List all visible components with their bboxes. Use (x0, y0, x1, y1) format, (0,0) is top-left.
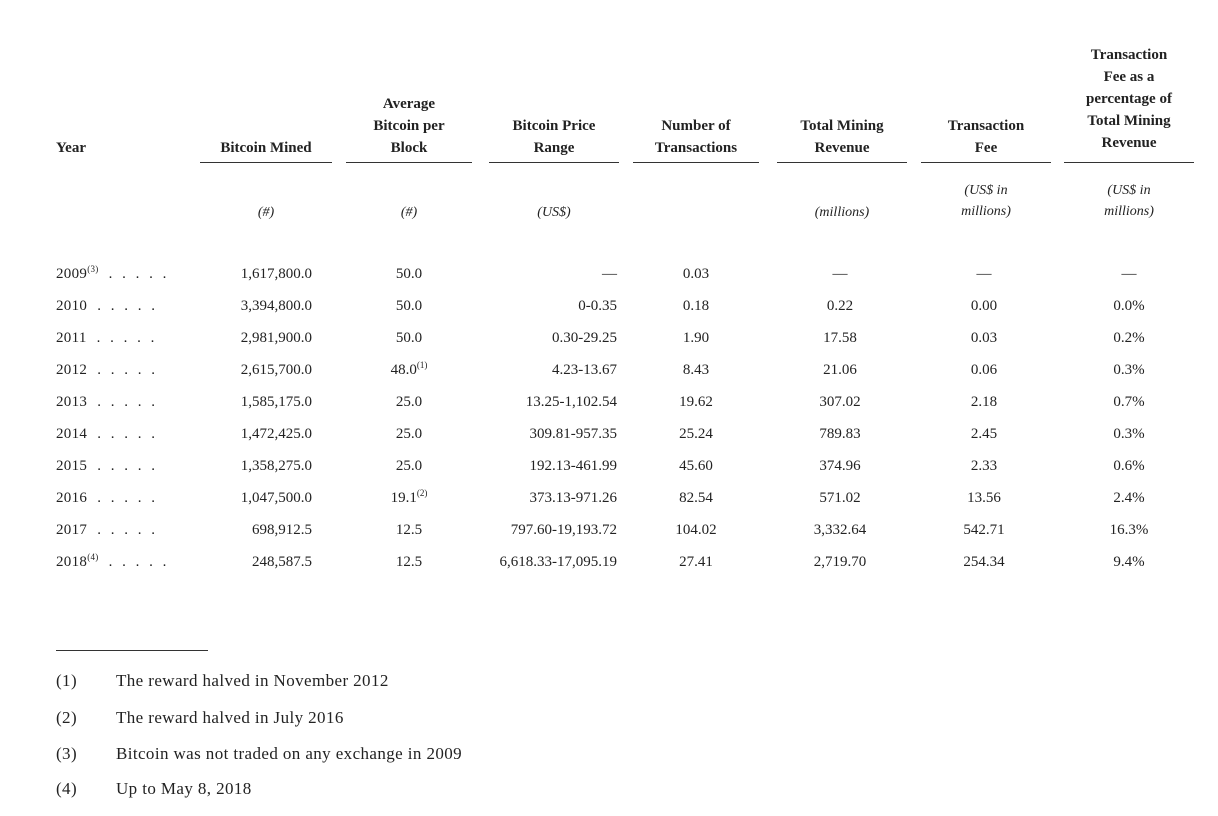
footnote-number: (1) (56, 671, 78, 690)
cell-revenue: — (832, 266, 848, 282)
cell-price: 373.13-971.26 (529, 490, 617, 506)
cell-pct: 9.4% (1113, 554, 1145, 570)
table-row-2010 (0, 296, 1218, 328)
header-total-mining-revenue: Total Mining Revenue (800, 118, 884, 156)
cell-tx: 82.54 (679, 490, 713, 506)
cell-tx: 104.02 (675, 522, 717, 538)
cell-fee: 2.18 (970, 394, 998, 410)
cell-tx: 0.18 (682, 298, 710, 314)
footnote-divider (56, 650, 208, 651)
table-row-2014 (0, 424, 1218, 456)
cell-pct: 0.6% (1113, 458, 1145, 474)
unit-mined: (#) (257, 205, 275, 220)
cell-year: 2011 . . . . . (56, 330, 158, 346)
header-rule-tx (633, 162, 759, 163)
cell-tx: 45.60 (679, 458, 713, 474)
unit-avg: (#) (400, 205, 418, 220)
unit-pct: (US$ in millions) (1104, 183, 1154, 219)
table-row-2009 (0, 264, 1218, 296)
cell-pct: 16.3% (1109, 522, 1149, 538)
cell-avg: 25.0 (395, 426, 423, 442)
table-row-2013 (0, 392, 1218, 424)
table-row-2017 (0, 520, 1218, 552)
cell-year: 2018$^{(4)}$ . . . . . (56, 552, 170, 570)
cell-mined: 1,585,175.0 (240, 394, 312, 410)
footnote-3 (56, 742, 756, 770)
cell-revenue: 3,332.64 (813, 522, 867, 538)
header-rule-price (489, 162, 619, 163)
header-fee-percentage: Transaction Fee as a percentage of Total Mining Revenue (1086, 47, 1172, 151)
cell-fee: 13.56 (967, 490, 1001, 506)
cell-mined: 1,472,425.0 (240, 426, 312, 442)
cell-revenue: 307.02 (819, 394, 861, 410)
header-rule-revenue (777, 162, 907, 163)
cell-tx: 27.41 (679, 554, 713, 570)
footnote-text: The reward halved in November 2012 (116, 671, 389, 690)
cell-revenue: 571.02 (819, 490, 861, 506)
cell-avg: 12.5 (395, 554, 423, 570)
header-transaction-fee: Transaction Fee (947, 118, 1025, 156)
cell-tx: 25.24 (679, 426, 713, 442)
cell-price: 13.25-1,102.54 (525, 394, 617, 410)
cell-year: 2009$^{(3)}$ . . . . . (56, 264, 170, 282)
cell-fee: 254.34 (963, 554, 1005, 570)
footnote-4 (56, 777, 756, 805)
header-average-bitcoin-per-block: Average Bitcoin per Block (373, 96, 445, 156)
footnote-text: Up to May 8, 2018 (116, 779, 252, 798)
cell-avg: 48.0$^{(1)}$ (390, 360, 428, 378)
cell-pct: 0.3% (1113, 362, 1145, 378)
cell-mined: 1,358,275.0 (240, 458, 312, 474)
footnote-text: Bitcoin was not traded on any exchange in 2009 (116, 744, 463, 763)
cell-avg: 25.0 (395, 394, 423, 410)
cell-revenue: 21.06 (823, 362, 857, 378)
cell-revenue: 17.58 (823, 330, 857, 346)
cell-revenue: 0.22 (826, 298, 854, 314)
cell-mined: 698,912.5 (252, 522, 312, 538)
footnote-text: The reward halved in July 2016 (116, 708, 344, 727)
cell-avg: 19.1$^{(2)}$ (390, 488, 428, 506)
cell-year: 2010 . . . . . (56, 298, 158, 314)
cell-year: 2017 . . . . . (56, 522, 158, 538)
cell-pct: 0.3% (1113, 426, 1145, 442)
footnote-number: (2) (56, 708, 78, 727)
cell-fee: 0.00 (970, 298, 998, 314)
cell-mined: 248,587.5 (252, 554, 312, 570)
cell-mined: 1,047,500.0 (240, 490, 312, 506)
unit-revenue: (millions) (814, 205, 870, 220)
header-bitcoin-mined: Bitcoin Mined (220, 140, 312, 156)
cell-fee: — (976, 266, 992, 282)
cell-fee: 2.45 (970, 426, 998, 442)
cell-revenue: 374.96 (819, 458, 861, 474)
cell-fee: 542.71 (963, 522, 1005, 538)
footnote-2 (56, 706, 756, 734)
cell-mined: 3,394,800.0 (240, 298, 312, 314)
header-rule-avg (346, 162, 472, 163)
cell-price: 0.30-29.25 (552, 330, 617, 346)
cell-tx: 8.43 (682, 362, 710, 378)
cell-mined: 2,615,700.0 (240, 362, 312, 378)
cell-tx: 19.62 (679, 394, 713, 410)
cell-avg: 50.0 (395, 298, 423, 314)
cell-price: 797.60-19,193.72 (510, 522, 617, 538)
header-number-of-transactions: Number of Transactions (654, 118, 738, 156)
cell-year: 2012 . . . . . (56, 362, 158, 378)
unit-price: (US$) (537, 205, 571, 220)
cell-year: 2014 . . . . . (56, 426, 158, 442)
footnote-number: (4) (56, 779, 78, 798)
cell-pct: — (1121, 266, 1137, 282)
cell-price: 6,618.33-17,095.19 (499, 554, 617, 570)
cell-price: 0-0.35 (578, 298, 617, 314)
cell-pct: 0.7% (1113, 394, 1145, 410)
cell-price: 309.81-957.35 (529, 426, 617, 442)
cell-pct: 2.4% (1113, 490, 1145, 506)
table-row-2016 (0, 488, 1218, 520)
cell-price: 4.23-13.67 (552, 362, 617, 378)
cell-tx: 0.03 (682, 266, 710, 282)
cell-price: — (602, 266, 617, 282)
cell-revenue: 789.83 (819, 426, 861, 442)
cell-year: 2015 . . . . . (56, 458, 158, 474)
cell-fee: 2.33 (970, 458, 998, 474)
header-rule-fee (921, 162, 1051, 163)
cell-mined: 2,981,900.0 (240, 330, 312, 346)
unit-fee: (US$ in millions) (961, 183, 1011, 219)
cell-tx: 1.90 (682, 330, 710, 346)
cell-pct: 0.2% (1113, 330, 1145, 346)
cell-price: 192.13-461.99 (529, 458, 617, 474)
header-bitcoin-price-range: Bitcoin Price Range (512, 118, 596, 156)
cell-pct: 0.0% (1113, 298, 1145, 314)
cell-avg: 12.5 (395, 522, 423, 538)
cell-mined: 1,617,800.0 (240, 266, 312, 282)
header-year: Year (56, 140, 86, 156)
footnote-number: (3) (56, 744, 78, 763)
table-row-2012 (0, 360, 1218, 392)
cell-fee: 0.03 (970, 330, 998, 346)
cell-year: 2013 . . . . . (56, 394, 158, 410)
cell-avg: 50.0 (395, 330, 423, 346)
table-row-2018 (0, 552, 1218, 584)
header-rule-mined (200, 162, 332, 163)
table-row-2011 (0, 328, 1218, 360)
cell-revenue: 2,719.70 (813, 554, 867, 570)
header-rule-pct (1064, 162, 1194, 163)
footnote-1 (56, 669, 756, 697)
table-row-2015 (0, 456, 1218, 488)
cell-year: 2016 . . . . . (56, 490, 158, 506)
cell-fee: 0.06 (970, 362, 998, 378)
cell-avg: 25.0 (395, 458, 423, 474)
cell-avg: 50.0 (395, 266, 423, 282)
